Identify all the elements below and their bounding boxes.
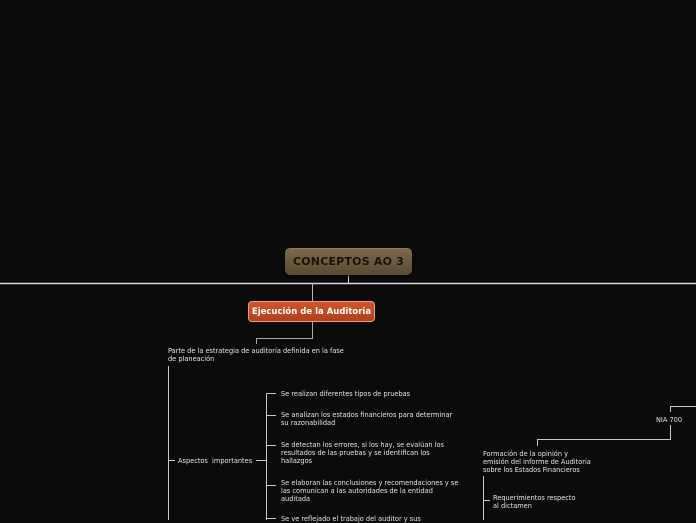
- aspect-item[interactable]: Se realizan diferentes tipos de pruebas: [281, 390, 411, 398]
- aspect-item[interactable]: Se detectan los errores, si los hay, se evalúan los resultados de las pruebas y se identifican los hallazgos: [281, 441, 444, 465]
- ejecucion-title: Ejecución de la Auditoria: [251, 306, 372, 317]
- requirements-text[interactable]: Requerimientos respecto al dictamen: [493, 494, 576, 510]
- opinion-text[interactable]: Formación de la opinión y emisión del informe de Auditoría sobre los Estados Financieros: [483, 450, 591, 474]
- root-title: CONCEPTOS AO 3: [292, 255, 405, 268]
- ejecucion-node[interactable]: [248, 301, 375, 322]
- aspect-item[interactable]: Se ve reflejado el trabajo del auditor y sus: [281, 515, 421, 523]
- aspects-label[interactable]: Aspectos importantes: [178, 457, 253, 465]
- nia-700-label[interactable]: NIA 700: [656, 416, 683, 424]
- aspect-item[interactable]: Se analizan los estados financieros para determinar su razonabilidad: [281, 411, 453, 427]
- root-node[interactable]: [285, 248, 412, 275]
- description-text[interactable]: Parte de la estrategia de auditoría definida en la fase de planeación: [168, 347, 344, 363]
- aspect-item[interactable]: Se elaboran las conclusiones y recomendaciones y se las comunican a las autoridades de la entidad auditada: [281, 479, 459, 503]
